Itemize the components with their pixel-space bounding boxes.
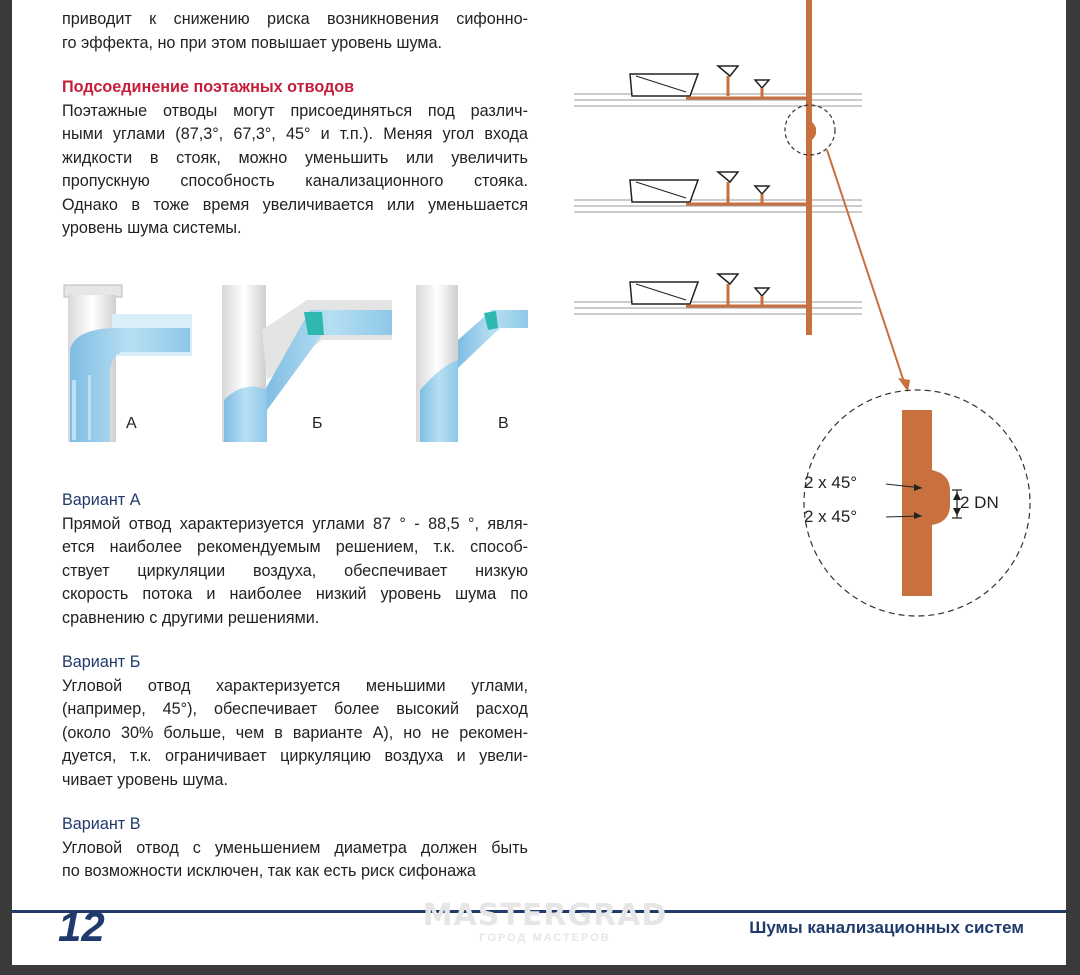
intro-paragraph (62, 0, 528, 55)
label-b: Б (312, 415, 323, 432)
junction-figures (12, 280, 552, 450)
watermark-main: MASTERGRAD (422, 898, 668, 933)
variant-a-line-2: ется наиболее рекомендуемым решением, т.к. способ- (62, 538, 528, 556)
variant-b-line-1: Угловой отвод характеризуется меньшими углами, (62, 676, 528, 695)
section-line-2: ными углами (87,3°, 67,3°, 45° и т.п.). Меняя угол входа (62, 125, 528, 143)
page-number: 12 (58, 903, 105, 950)
variant-b-line-5: чивает уровень шума. (62, 770, 229, 789)
intro-line-1: приводит к снижению риска возникновения сифонно- (62, 10, 528, 28)
variant-c-title: Вариант В (62, 815, 141, 833)
variant-b-line-3: (около 30% больше, чем в варианте А), но не рекомен- (62, 723, 528, 742)
watermark-sub: ГОРОД МАСТЕРОВ (479, 932, 611, 944)
watermark (420, 900, 670, 944)
floor-3-fixtures (630, 66, 808, 98)
variant-a-line-4: скорость потока и наиболее низкий уровень шума по (62, 585, 528, 603)
variant-a-line-1: Прямой отвод характеризуется углами 87 ° - 88,5 °, явля- (62, 514, 528, 533)
label-c: В (498, 415, 509, 432)
detail-arrow (827, 150, 904, 382)
variant-c (62, 813, 528, 884)
riser-diagram (552, 0, 1066, 630)
variant-b-title: Вариант Б (62, 653, 141, 671)
variant-a-line-3: ствует циркуляции воздуха, обеспечивает низкую (62, 561, 528, 580)
floor-1-fixtures (630, 274, 808, 306)
variant-c-line-1: Угловой отвод с уменьшением диаметра должен быть (62, 838, 528, 857)
section-heading: Подсоединение поэтажных отводов (62, 78, 355, 96)
section-line-5: Однако в тоже время увеличивается или уменьшается (62, 195, 528, 214)
label-a: А (126, 415, 137, 432)
section-line-3: жидкости в стояк, можно уменьшить или увеличить (62, 148, 528, 167)
section-connection (62, 76, 528, 241)
figure-b-angled-junction (222, 285, 392, 442)
footer-title: Шумы канализационных систем (749, 918, 1024, 937)
angle-label-top: 2 x 45° (804, 473, 858, 492)
variant-a-title: Вариант А (62, 491, 141, 509)
intro-line-2: го эффекта, но при этом повышает уровень шума. (62, 33, 443, 52)
offset-pipe (902, 410, 950, 596)
section-line-4: пропускную способность канализационного стояка. (62, 172, 528, 190)
variant-c-line-2: по возможности исключен, так как есть риск сифонажа (62, 862, 476, 880)
variant-a (62, 489, 528, 630)
section-line-6: уровень шума системы. (62, 219, 242, 237)
figure-c-reduced-junction (416, 285, 528, 442)
floor-2-fixtures (630, 172, 808, 204)
variant-b-line-2: (например, 45°), обеспечивает более высокий расход (62, 700, 528, 718)
variant-a-line-5: сравнению с другими решениями. (62, 608, 320, 627)
document-page (12, 0, 1066, 965)
offset-label: 2 DN (960, 493, 999, 512)
section-line-1: Поэтажные отводы могут присоединяться под различ- (62, 101, 528, 120)
variant-b (62, 651, 528, 792)
variant-b-line-4: дуется, т.к. ограничивает циркуляцию воздуха и увели- (62, 747, 528, 765)
cut-off-line (62, 0, 528, 8)
angle-label-bottom: 2 x 45° (804, 507, 858, 526)
riser-pipe (806, 0, 812, 335)
